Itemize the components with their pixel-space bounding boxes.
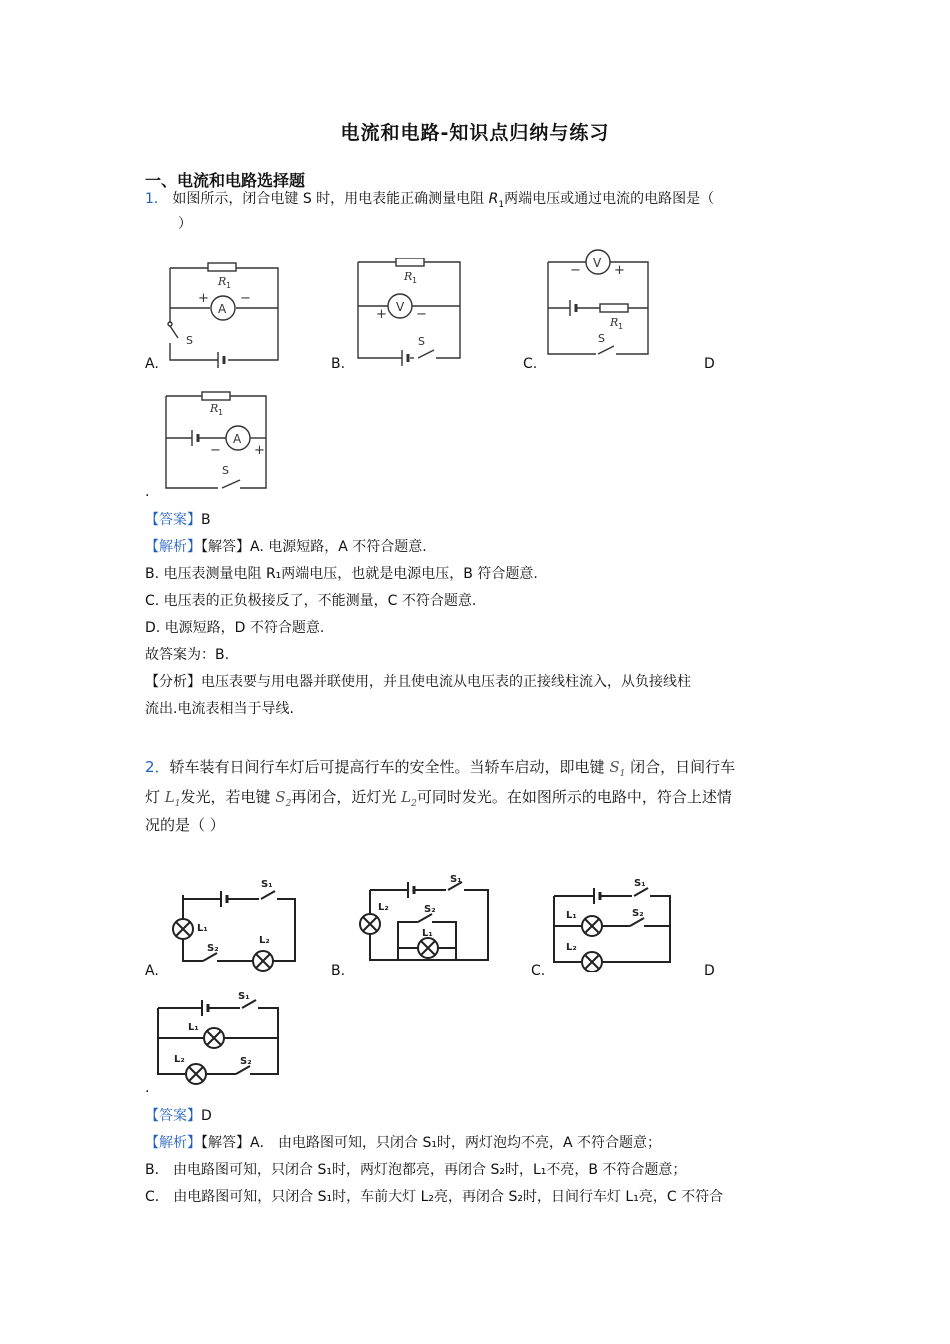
- svg-text:S₂: S₂: [207, 943, 219, 954]
- q1-number: 1．: [145, 191, 168, 207]
- svg-text:S: S: [418, 335, 425, 348]
- q1-circuit-a: [160, 258, 285, 368]
- svg-text:1: 1: [412, 276, 418, 285]
- svg-text:L₁: L₁: [188, 1022, 199, 1033]
- svg-text:S₂: S₂: [632, 908, 644, 919]
- svg-text:−: −: [416, 307, 427, 322]
- q1-fenxi-1: 【分析】电压表要与用电器并联使用，并且使电流从电压表的正接线柱流入，从负接线柱: [145, 674, 691, 690]
- svg-text:S₁: S₁: [450, 874, 462, 885]
- q1-dot: .: [145, 484, 150, 500]
- q1-analysis-1: 【解析】【解答】A. 电源短路，A 不符合题意.: [145, 539, 427, 555]
- q1-stem-end: ）: [178, 216, 192, 232]
- svg-text:S: S: [186, 334, 193, 347]
- q2-option-c: C.: [531, 963, 546, 979]
- svg-text:−: −: [210, 443, 221, 458]
- svg-text:A: A: [218, 302, 227, 316]
- svg-text:S₂: S₂: [424, 904, 436, 915]
- q1-option-d: D: [704, 356, 715, 372]
- svg-text:L₂: L₂: [259, 935, 270, 946]
- svg-text:−: −: [240, 291, 251, 306]
- svg-text:1: 1: [618, 322, 624, 331]
- q2-option-a: A.: [145, 963, 159, 979]
- svg-text:+: +: [376, 307, 387, 322]
- q1-analysis-2: B. 电压表测量电阻 R₁两端电压，也就是电源电压，B 符合题意.: [145, 566, 538, 582]
- svg-text:S₁: S₁: [238, 991, 250, 1002]
- q2-option-d: D: [704, 963, 715, 979]
- q1-analysis-3: C. 电压表的正负极接反了，不能测量，C 不符合题意.: [145, 593, 477, 609]
- svg-text:+: +: [198, 291, 209, 306]
- q2-circuit-c: [550, 876, 675, 972]
- q1-stem: 1． 如图所示，闭合电键 S 时，用电表能正确测量电阻 $R_1$两端电压或通过电流的电路图是（: [145, 191, 715, 210]
- q1-analysis-5: 故答案为：B.: [145, 647, 230, 663]
- q1-circuit-c: [542, 244, 654, 360]
- svg-text:−: −: [570, 263, 581, 278]
- svg-text:L₁: L₁: [197, 923, 208, 934]
- q2-circuit-b: [352, 870, 492, 968]
- svg-text:L₁: L₁: [422, 928, 433, 939]
- svg-text:L₂: L₂: [378, 902, 389, 913]
- svg-text:V: V: [396, 300, 405, 314]
- svg-text:+: +: [614, 263, 625, 278]
- svg-text:1: 1: [218, 408, 224, 417]
- svg-text:S₁: S₁: [261, 879, 273, 890]
- q1-circuit-d: [160, 388, 272, 494]
- svg-text:A: A: [233, 432, 242, 446]
- q2-option-b: B.: [331, 963, 346, 979]
- svg-text:L₁: L₁: [566, 910, 577, 921]
- q2-stem-line2: 灯 $L_1$发光，若电键 $S_2$再闭合，近灯光 $L_2$可同时发光。在如图所示的电路中，符合上述情: [145, 788, 732, 809]
- q2-analysis-1: 【解析】【解答】A． 由电路图可知，只闭合 S₁时，两灯泡均不亮，A 不符合题意；: [145, 1135, 662, 1151]
- svg-text:S: S: [222, 464, 229, 477]
- svg-text:V: V: [593, 256, 602, 270]
- q1-circuit-b: [352, 258, 467, 366]
- svg-text:1: 1: [226, 281, 232, 290]
- q1-fenxi-2: 流出.电流表相当于导线.: [145, 701, 294, 717]
- q2-analysis-3: C． 由电路图可知，只闭合 S₁时，车前大灯 L₂亮，再闭合 S₂时，日间行车灯 L₁亮，C 不符合: [145, 1189, 724, 1205]
- q2-answer: 【答案】D: [145, 1108, 212, 1124]
- q1-option-a: A.: [145, 356, 159, 372]
- svg-text:L₂: L₂: [174, 1054, 185, 1065]
- q1-analysis-4: D. 电源短路，D 不符合题意.: [145, 620, 325, 636]
- q2-dot: .: [145, 1080, 150, 1096]
- q1-option-c: C.: [523, 356, 538, 372]
- svg-text:S₂: S₂: [240, 1056, 252, 1067]
- q2-stem-line1: 2．轿车装有日间行车灯后可提高行车的安全性。当轿车启动，即电键 $S_1$ 闭合，日间行车: [145, 758, 736, 779]
- svg-text:S: S: [598, 332, 605, 345]
- svg-text:R: R: [210, 402, 219, 415]
- q2-stem-line3: 况的是（ ）: [145, 816, 225, 834]
- q1-answer: 【答案】B: [145, 512, 211, 528]
- section-heading: 一、电流和电路选择题: [145, 171, 306, 190]
- q1-option-b: B.: [331, 356, 346, 372]
- svg-text:+: +: [254, 443, 265, 458]
- r1-label: R: [218, 275, 227, 288]
- svg-text:L₂: L₂: [566, 942, 577, 953]
- svg-text:R: R: [404, 270, 413, 283]
- page-title: 电流和电路-知识点归纳与练习: [340, 122, 610, 144]
- svg-text:S₁: S₁: [634, 878, 646, 889]
- q2-analysis-2: B． 由电路图可知，只闭合 S₁时，两灯泡都亮，再闭合 S₂时，L₁不亮，B 不符合题意；: [145, 1162, 687, 1178]
- svg-text:R: R: [610, 316, 619, 329]
- q2-circuit-d: [152, 990, 282, 1086]
- q2-circuit-a: [165, 873, 300, 973]
